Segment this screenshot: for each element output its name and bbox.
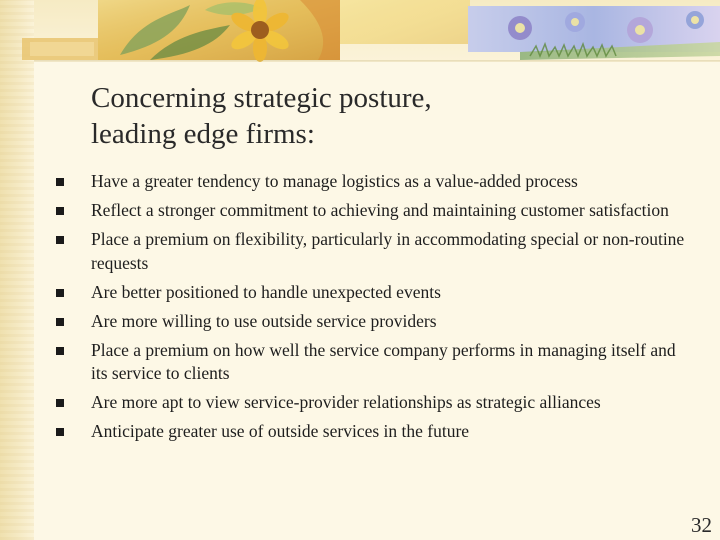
bullet-item [56,391,686,415]
square-bullet-icon [56,318,64,326]
bullet-text: Have a greater tendency to manage logistics as a value-added process [91,171,578,191]
square-bullet-icon [56,399,64,407]
slide-title [91,80,651,152]
bullet-item [56,339,686,386]
bullet-text: Place a premium on how well the service company performs in managing itself and its service to clients [91,339,676,383]
page-number: 32 [691,513,712,537]
square-bullet-icon [56,289,64,297]
bullet-text: Are more apt to view service-provider relationships as strategic alliances [91,392,601,412]
bullet-item [56,310,686,334]
bullet-item [56,170,686,194]
bullet-list [56,170,686,449]
bullet-item [56,199,686,223]
title-line: Concerning strategic posture, [91,82,432,114]
floral-banner-art [0,0,720,64]
square-bullet-icon [56,428,64,436]
bullet-item [56,281,686,305]
bullet-text: Reflect a stronger commitment to achieving and maintaining customer satisfaction [91,200,669,220]
bullet-text: Are better positioned to handle unexpected events [91,281,441,302]
bullet-item [56,420,686,444]
square-bullet-icon [56,347,64,355]
title-line: leading edge firms: [91,118,315,150]
square-bullet-icon [56,236,64,244]
left-decorative-strip [0,0,34,540]
square-bullet-icon [56,207,64,215]
bullet-item [56,228,686,275]
square-bullet-icon [56,178,64,186]
bullet-text: Anticipate greater use of outside services in the future [91,421,470,441]
bullet-text: Are more willing to use outside service providers [91,310,437,331]
bullet-text: Place a premium on flexibility, particularly in accommodating special or non-routine requests [91,229,685,273]
